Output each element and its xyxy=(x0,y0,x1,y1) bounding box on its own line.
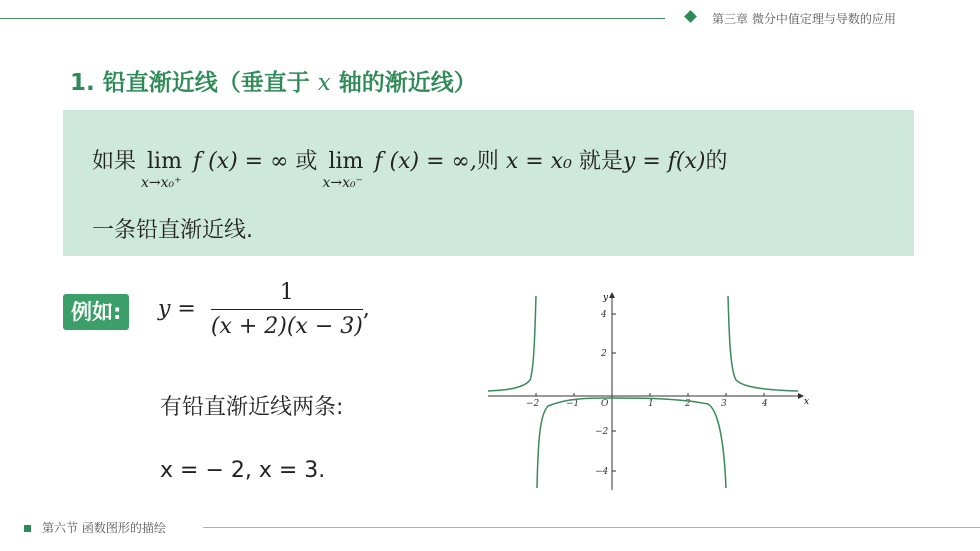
asymptote-note: 有铅直渐近线两条: xyxy=(160,395,344,420)
de-word: 的 xyxy=(705,149,728,174)
fraction xyxy=(211,280,363,339)
y-tick-label: 2 xyxy=(601,349,607,359)
x-tick-label: 4 xyxy=(762,399,768,409)
fx-infinity: f (x) = ∞ xyxy=(192,149,289,174)
is-word: 就是 xyxy=(578,149,623,174)
y-tick-label: 4 xyxy=(601,310,607,320)
x-tick-label: −1 xyxy=(566,399,580,409)
curve-eq: y = f(x) xyxy=(622,149,706,174)
or-word: 或 xyxy=(295,149,318,174)
y-tick-label: −2 xyxy=(595,427,609,437)
fraction-numerator: 1 xyxy=(279,280,294,305)
limit-left-sub: x→x₀⁻ xyxy=(322,175,363,191)
curve-left-branch xyxy=(488,296,536,391)
section-title: 第六节 函数图形的描绘 xyxy=(42,521,166,535)
fx-infinity-2: f (x) = ∞, xyxy=(374,149,477,174)
formula-comma: , xyxy=(362,296,370,322)
limit-left xyxy=(322,149,364,191)
curve-middle-branch xyxy=(537,398,726,488)
fraction-denominator: (x + 2)(x − 3) xyxy=(211,309,363,339)
definition-line-1 xyxy=(92,144,728,191)
asymptote-values: x = − 2, x = 3. xyxy=(160,458,326,483)
chapter-title: 第三章 微分中值定理与导数的应用 xyxy=(712,12,896,26)
x-tick-label: −2 xyxy=(526,399,540,409)
diamond-icon xyxy=(684,10,697,23)
x-tick-label: 1 xyxy=(648,399,654,409)
footer-divider xyxy=(203,527,980,528)
heading-prefix: 1. 铅直渐近线（垂直于 xyxy=(70,70,318,96)
x-axis-label: x xyxy=(804,397,810,407)
limit-right xyxy=(141,149,182,191)
curve-right-branch xyxy=(728,296,798,391)
section-heading xyxy=(70,64,477,97)
example-formula xyxy=(158,280,370,339)
y-axis-arrow xyxy=(609,292,615,298)
lim-word: lim xyxy=(147,149,182,174)
heading-var: x xyxy=(317,70,331,96)
example-tag: 例如: xyxy=(63,294,129,330)
origin-label: O xyxy=(601,399,609,409)
x-tick-label: 3 xyxy=(721,399,727,409)
formula-lhs: y = xyxy=(158,296,196,322)
definition-line-2: 一条铅直渐近线. xyxy=(92,218,253,243)
function-graph xyxy=(488,290,808,490)
asymptote-eq: x = x₀ xyxy=(505,149,572,174)
x-tick-label: 2 xyxy=(685,399,691,409)
then-word: 则 xyxy=(476,149,499,174)
square-icon xyxy=(24,525,31,532)
if-word: 如果 xyxy=(92,149,137,174)
lim-word-2: lim xyxy=(328,149,364,174)
header-divider xyxy=(0,18,665,19)
heading-suffix: 轴的渐近线） xyxy=(330,70,477,96)
y-tick-label: −4 xyxy=(595,467,609,477)
limit-right-sub: x→x₀⁺ xyxy=(141,175,182,191)
y-axis-label: y xyxy=(603,293,609,303)
